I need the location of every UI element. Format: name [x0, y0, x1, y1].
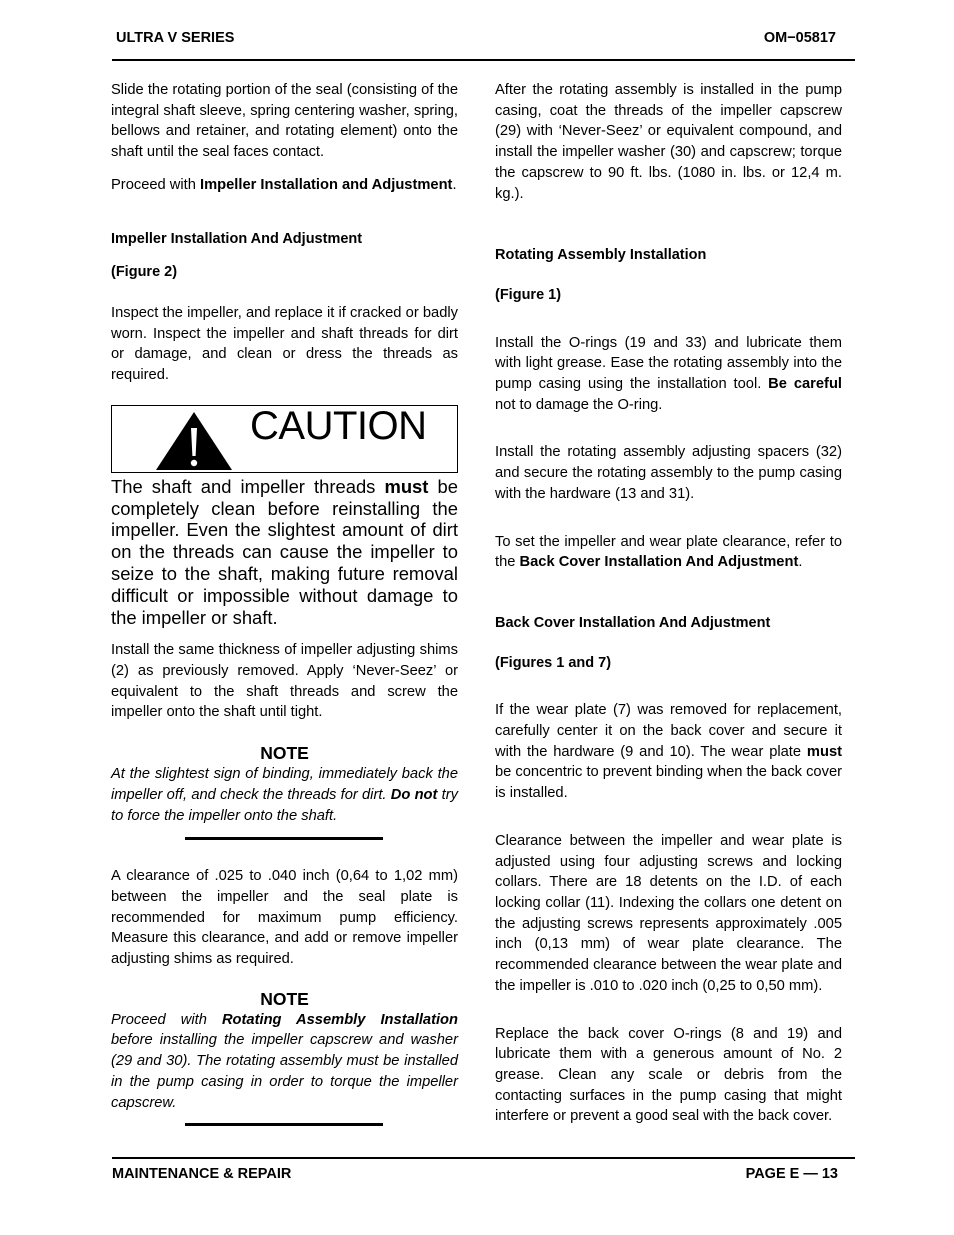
figure-ref: (Figure 2) [111, 264, 178, 281]
caution-title: CAUTION [250, 403, 427, 448]
note-title: NOTE [260, 988, 309, 1009]
section-heading: Back Cover Installation And Adjustment [495, 614, 771, 631]
wear-plate-paragraph [495, 700, 842, 804]
right-column [495, 80, 842, 1127]
text: At the slightest sign of binding, immediately back the impeller off, and check the threads for dirt. [111, 766, 458, 803]
seal-paragraph: Slide the rotating portion of the seal (consisting of the integral shaft sleeve, spring centering washer, spring, bellows and retainer, and rotating element) onto the shaft until the seal faces contact. [111, 82, 458, 161]
note-body [111, 1010, 458, 1114]
text: If the wear plate (7) was removed for replacement, carefully center it on the back cover and secure it with the hardware (9 and 10). The wear plate [495, 702, 842, 760]
header-doc-number: OM−05817 [763, 30, 836, 46]
left-column [111, 80, 458, 1126]
clearance-paragraph: A clearance of .025 to .040 inch (0,64 to 1,02 mm) between the impeller and the seal plate is recommended for maximum pump efficiency. Measure this clearance, and add or remove impeller adjusting shims as required. [111, 868, 458, 968]
clearance-ref-paragraph [495, 532, 842, 573]
bold-word: Be careful [768, 376, 842, 393]
header-rule [112, 59, 855, 61]
text: . [798, 554, 803, 571]
header-series: ULTRA V SERIES [116, 30, 235, 46]
caution-text [111, 476, 458, 629]
note-divider [185, 1123, 383, 1126]
bold-word: must [806, 743, 842, 760]
section-heading: Rotating Assembly Installation [495, 247, 707, 264]
text: Proceed with [111, 176, 200, 193]
capscrew-paragraph: After the rotating assembly is installed in the pump casing, coat the threads of the impeller capscrew (29) with ‘Never-Seez’ or equivalent compound, and install the impeller washer (30) and capscrew; torque the capscrew to 90 ft. lbs. (1080 in. lbs. or 12,4 m. kg.). [495, 82, 842, 202]
text: To set the impeller and wear plate clearance, refer to the [495, 533, 842, 571]
spacers-paragraph: Install the rotating assembly adjusting spacers (32) and secure the rotating assembly to the pump casing with the hardware (13 and 31). [495, 444, 842, 502]
text: not to damage the O-ring. [495, 396, 663, 413]
note-body [111, 764, 458, 826]
orings-paragraph [495, 333, 842, 416]
bold-ref: Back Cover Installation And Adjustment [519, 554, 799, 571]
bold-ref: Impeller Installation and Adjustment [200, 176, 453, 193]
note-divider [185, 837, 383, 840]
footer-page-number: PAGE E — 13 [745, 1166, 838, 1182]
back-cover-orings-paragraph: Replace the back cover O-rings (8 and 19) and lubricate them with a generous amount of No. 2 grease. Clean any scale or debris from the contacting surfaces in the pump casing that might interfere or prevent a good seal with the back cover. [495, 1025, 842, 1125]
bold-ref: Rotating Assembly Installation [221, 1011, 458, 1028]
text: Install the O-rings (19 and 33) and lubricate them with light grease. Ease the rotating assembly into the pump casing using the installation tool. [495, 334, 842, 393]
note-title: NOTE [260, 743, 309, 764]
bold-word: Do not [390, 786, 438, 803]
footer-rule [112, 1157, 855, 1159]
text: before installing the impeller capscrew and washer (29 and 30). The rotating assembly must be installed in the pump casing in order to torque the impeller capscrew. [111, 1032, 458, 1111]
figure-ref: (Figure 1) [495, 286, 562, 303]
inspect-paragraph: Inspect the impeller, and replace it if cracked or badly worn. Inspect the impeller and shaft threads for dirt or damage, and clean or dress the threads as required. [111, 304, 458, 384]
figure-ref: (Figures 1 and 7) [495, 654, 612, 671]
section-heading: Impeller Installation And Adjustment [111, 230, 363, 247]
text: Proceed with [111, 1011, 222, 1028]
shims-paragraph: Install the same thickness of impeller adjusting shims (2) as previously removed. Apply ‘Never-Seez’ or equivalent to the shaft threads and screw the impeller onto the shaft until tight. [111, 642, 458, 721]
warning-triangle-icon [154, 410, 234, 472]
text: be completely clean before reinstalling the impeller. Even the slightest amount of dirt on the threads can cause the impeller to seize to the shaft, making future removal difficult or impossible without damage to the impeller or shaft. [111, 475, 458, 628]
text: . [452, 176, 457, 193]
footer-section: MAINTENANCE & REPAIR [112, 1166, 292, 1182]
text: be concentric to prevent binding when the back cover is installed. [495, 764, 842, 802]
bold-word: must [384, 475, 429, 497]
caution-banner [111, 405, 458, 473]
proceed-paragraph [111, 175, 458, 196]
text: try to force the impeller onto the shaft. [111, 786, 458, 824]
adjusting-screws-paragraph: Clearance between the impeller and wear plate is adjusted using four adjusting screws and locking collars. There are 18 detents on the I.D. of each locking collar (11). Indexing the collars one detent on the adjusting screws represents approximately .005 inch (0,13 mm) of wear plate clearance. The recommended clearance between the wear plate and the impeller is .010 to .020 inch (0,25 to 0,50 mm). [495, 832, 842, 994]
text: The shaft and impeller threads [111, 475, 385, 497]
